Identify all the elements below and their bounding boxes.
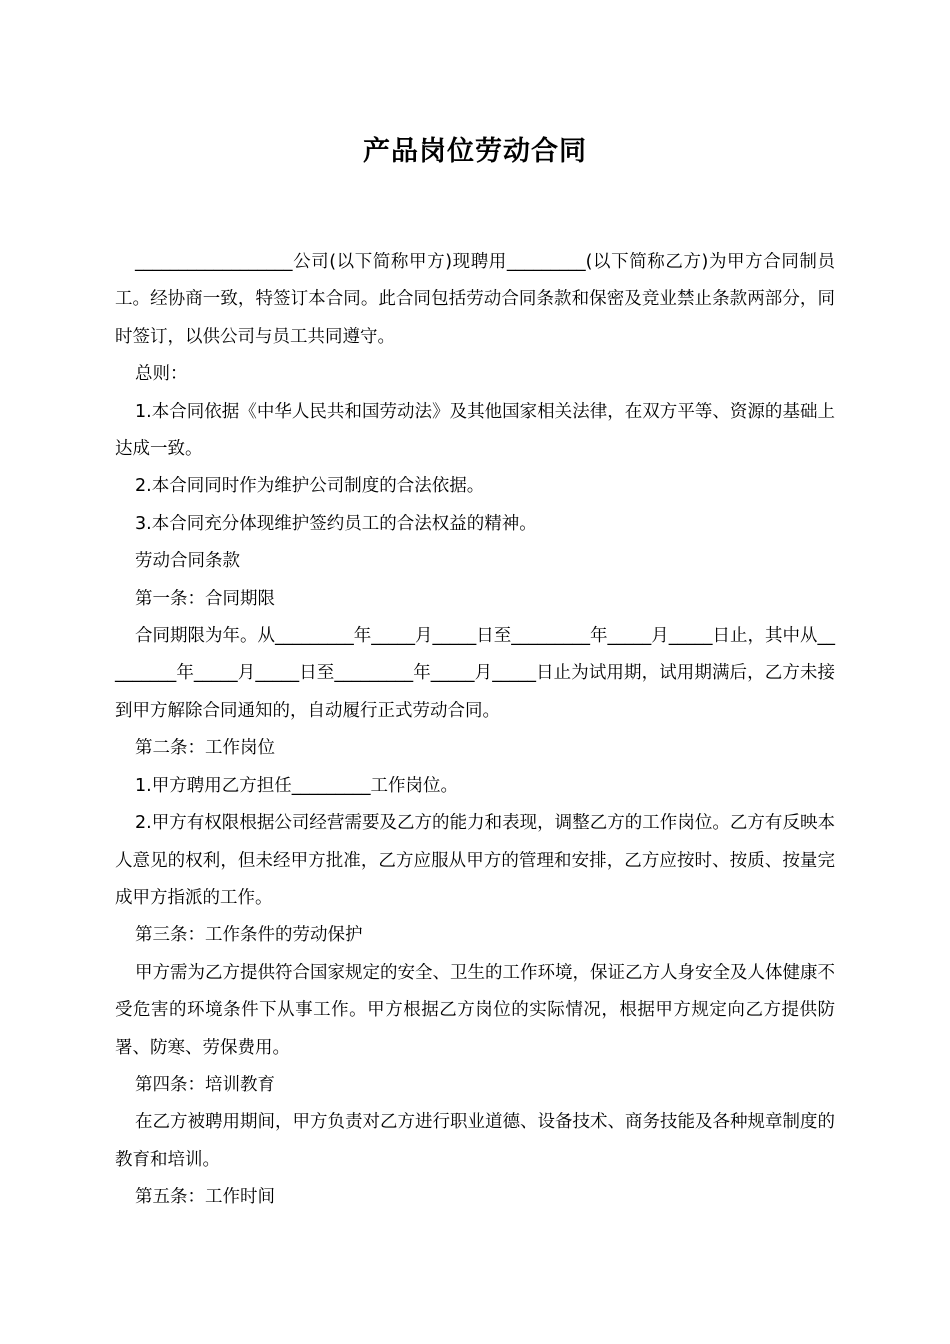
article-4-text: 在乙方被聘用期间，甲方负责对乙方进行职业道德、设备技术、商务技能及各种规章制度的教育和培训。 bbox=[115, 1112, 835, 1170]
article-2-heading: 第二条：工作岗位 bbox=[135, 738, 275, 759]
article-2-clause-1: 1.甲方聘用乙方担任_________工作岗位。 bbox=[135, 775, 458, 796]
section-heading-labor-terms: 劳动合同条款 bbox=[135, 551, 240, 572]
general-clause-3: 3.本合同充分体现维护签约员工的合法权益的精神。 bbox=[135, 513, 537, 534]
article-3-text: 甲方需为乙方提供符合国家规定的安全、卫生的工作环境，保证乙方人身安全及人体健康不受危害的环境条件下从事工作。甲方根据乙方岗位的实际情况，根据甲方规定向乙方提供防署、防寒、劳保费用。 bbox=[115, 962, 835, 1058]
article-2-clause-2: 2.甲方有权限根据公司经营需要及乙方的能力和表现，调整乙方的工作岗位。乙方有反映本人意见的权利，但未经甲方批准，乙方应服从甲方的管理和安排，乙方应按时、按质、按量完成甲方指派的工作。 bbox=[115, 813, 835, 908]
general-clause-2: 2.本合同同时作为维护公司制度的合法依据。 bbox=[135, 476, 485, 497]
intro-paragraph: __________________公司(以下简称甲方)现聘用_________(以下简称乙方)为甲方合同制员工。经协商一致，特签订本合同。此合同包括劳动合同条款和保密及竞业禁止条款两部分，同时签订，以供公司与员工共同遵守。 bbox=[115, 252, 835, 347]
document-body bbox=[115, 244, 835, 1217]
general-clause-1: 1.本合同依据《中华人民共和国劳动法》及其他国家相关法律，在双方平等、资源的基础上达成一致。 bbox=[115, 401, 835, 460]
article-3-heading: 第三条：工作条件的劳动保护 bbox=[135, 925, 363, 946]
article-1-heading: 第一条：合同期限 bbox=[135, 588, 275, 609]
section-heading-general: 总则： bbox=[135, 364, 188, 385]
article-4-heading: 第四条：培训教育 bbox=[135, 1074, 275, 1095]
article-5-heading: 第五条：工作时间 bbox=[135, 1187, 275, 1208]
article-1-text: 合同期限为年。从_________年_____月_____日至_________年_____月_____日止，其中从_________年_____月_____日至_________年_____月_____日止为试用期，试用期满后，乙方未接到甲方解除合同通知的，自动履行正式劳动合同。 bbox=[115, 626, 835, 721]
document-title: 产品岗位劳动合同 bbox=[363, 136, 587, 167]
